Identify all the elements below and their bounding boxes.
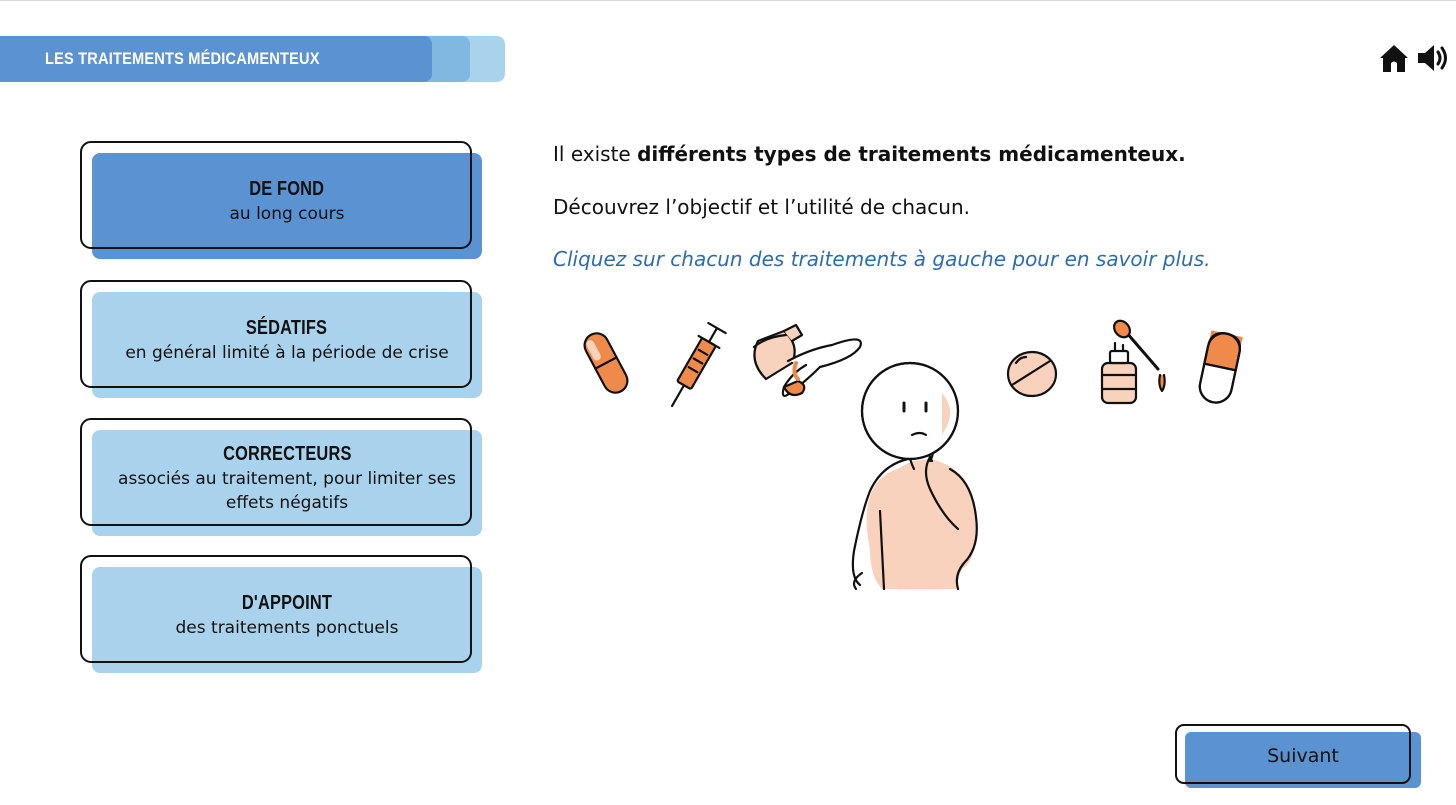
card-heading: SÉDATIFS [246, 317, 328, 339]
card-subtitle: au long cours [229, 204, 345, 224]
treatment-card-dappoint[interactable] [80, 555, 484, 675]
intro-text [553, 142, 1186, 166]
thinking-person-icon [853, 363, 977, 589]
card-text [92, 292, 482, 388]
header-banner [0, 36, 505, 82]
card-text [92, 430, 482, 526]
treatment-card-correcteurs[interactable] [80, 418, 484, 538]
intro-prefix: Il existe [553, 142, 638, 166]
treatment-card-de-fond[interactable] [80, 141, 484, 261]
syringe-icon [662, 322, 728, 412]
medication-illustration [570, 301, 1270, 596]
card-subtitle: associés au traitement, pour limiter ses effets négatifs [118, 469, 456, 513]
tablet-icon [1008, 352, 1056, 396]
card-subtitle: des traitements ponctuels [175, 618, 399, 638]
card-heading: D'APPOINT [241, 592, 333, 614]
treatment-card-sedatifs[interactable] [80, 280, 484, 400]
intro-bold: différents types de traitements médicamenteux. [637, 142, 1186, 166]
discover-text: Découvrez l’objectif et l’utilité de chacun. [553, 195, 970, 219]
instruction-hint: Cliquez sur chacun des traitements à gauche pour en savoir plus. [553, 247, 1211, 271]
next-button-label: Suivant [1267, 745, 1339, 767]
card-subtitle: en général limité à la période de crise [125, 343, 449, 363]
speaker-icon[interactable] [1416, 41, 1450, 75]
dropper-bottle-icon [1102, 318, 1165, 403]
card-heading: DE FOND [249, 178, 325, 200]
capsule-icon [1197, 330, 1243, 405]
syrup-bottle-icon [754, 325, 861, 396]
next-button[interactable] [1175, 724, 1421, 790]
card-text [92, 567, 482, 663]
capsule-pill-icon [580, 329, 631, 397]
card-heading: CORRECTEURS [222, 443, 352, 465]
home-icon[interactable] [1377, 41, 1411, 75]
card-text [92, 153, 482, 249]
module-title: LES TRAITEMENTS MÉDICAMENTEUX [45, 49, 320, 68]
